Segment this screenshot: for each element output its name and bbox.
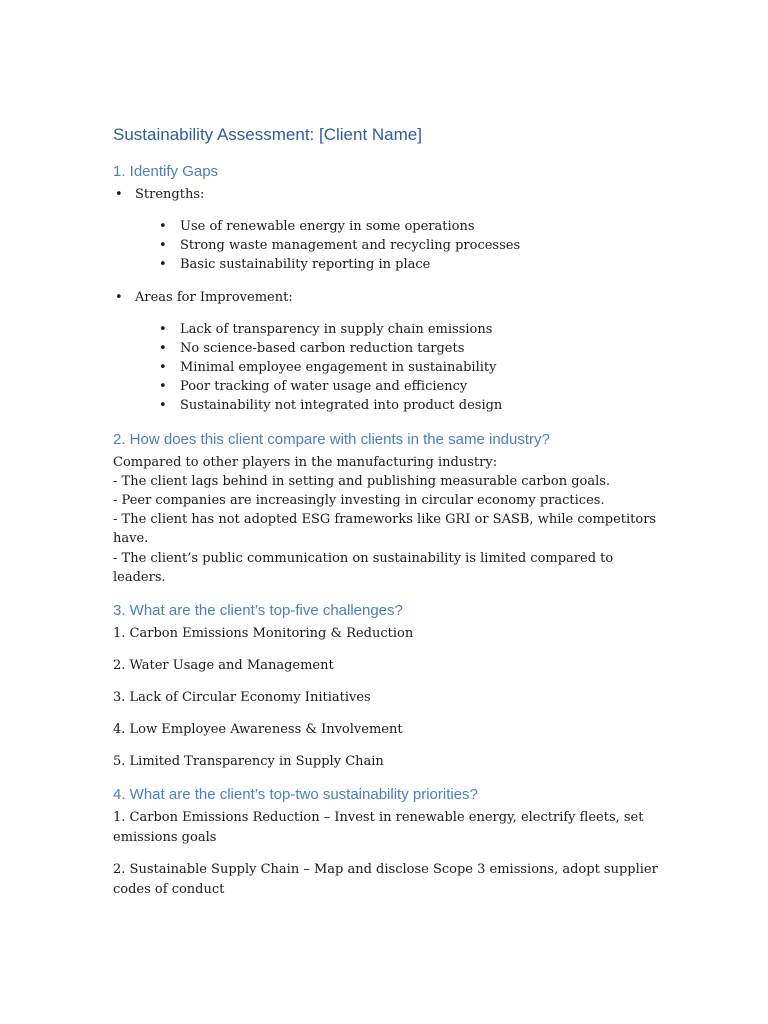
comparison-line: - The client lags behind in setting and publishing measurable carbon goals. (113, 473, 611, 489)
strengths-label: Strengths: (135, 187, 205, 202)
challenge-item: 3. Lack of Circular Economy Initiatives (113, 690, 371, 706)
list-item: • Use of renewable energy in some operations (135, 217, 658, 236)
list-item-strengths (113, 185, 658, 275)
list-item: • Lack of transparency in supply chain emissions (135, 320, 658, 339)
document-title: Sustainability Assessment: [Client Name] (113, 125, 422, 144)
improvements-list (135, 320, 658, 416)
document-body (113, 124, 658, 912)
improvement-label: Areas for Improvement: (135, 289, 293, 305)
challenge-item: 5. Limited Transparency in Supply Chain (113, 754, 384, 770)
strengths-list (135, 217, 658, 275)
list-item-areas-for-improvement (113, 288, 658, 416)
section-heading-identify-gaps: 1. Identify Gaps (113, 163, 219, 180)
section-heading-industry-comparison: 2. How does this client compare with clients in the same industry? (113, 430, 550, 448)
comparison-line: Compared to other players in the manufacturing industry: (113, 454, 498, 470)
list-item: • Basic sustainability reporting in place (135, 255, 658, 274)
priority-item: 1. Carbon Emissions Reduction – Invest in renewable energy, electrify fleets, set emissions goals (113, 810, 644, 845)
gaps-list (113, 185, 658, 416)
list-item: • No science-based carbon reduction targets (135, 339, 658, 358)
section-heading-top-five-challenges: 3. What are the client’s top-five challenges? (113, 602, 403, 620)
comparison-line: - Peer companies are increasingly investing in circular economy practices. (113, 493, 605, 509)
list-item: • Minimal employee engagement in sustainability (135, 358, 658, 377)
challenge-item: 4. Low Employee Awareness & Involvement (113, 722, 403, 738)
list-item: • Sustainability not integrated into product design (135, 396, 658, 415)
priorities-list (113, 808, 658, 899)
challenge-item: 1. Carbon Emissions Monitoring & Reduction (113, 626, 414, 642)
priority-item: 2. Sustainable Supply Chain – Map and disclose Scope 3 emissions, adopt supplier codes of conduct (113, 862, 658, 897)
challenge-item: 2. Water Usage and Management (113, 658, 334, 674)
list-item: • Strong waste management and recycling processes (135, 236, 658, 255)
comparison-line: - The client has not adopted ESG frameworks like GRI or SASB, while competitors have. (113, 512, 657, 547)
list-item: • Poor tracking of water usage and efficiency (135, 377, 658, 396)
comparison-line: - The client’s public communication on sustainability is limited compared to leaders. (113, 550, 614, 585)
section-heading-top-two-priorities: 4. What are the client’s top-two sustainability priorities? (113, 786, 478, 804)
challenges-list (113, 624, 658, 771)
